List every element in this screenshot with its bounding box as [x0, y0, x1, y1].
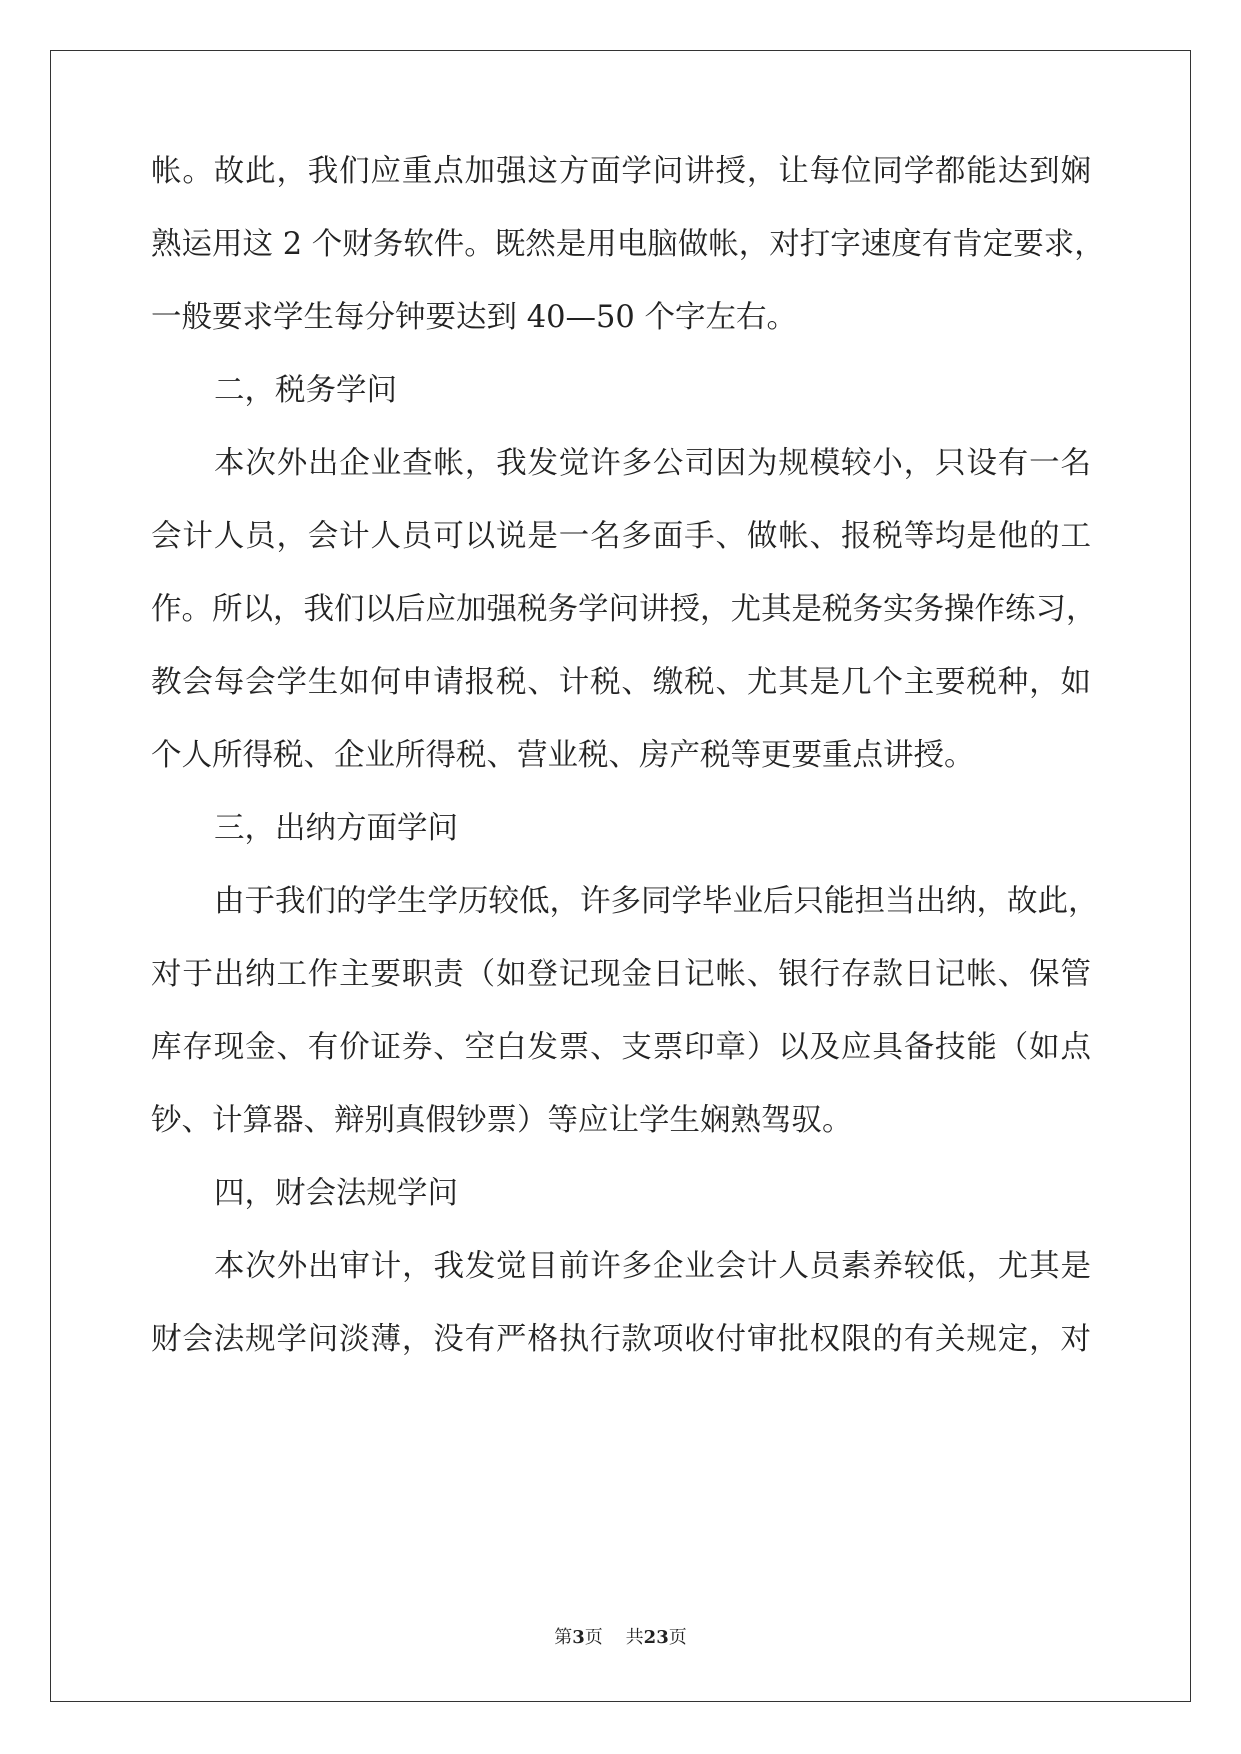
text-line: 财会法规学问淡薄，没有严格执行款项收付审批权限的有关规定，对 [151, 1322, 1091, 1357]
section-heading-cashier: 三，出纳方面学问 [214, 811, 458, 846]
text-line: 一般要求学生每分钟要达到 40—50 个字左右。 [151, 300, 798, 335]
text-line: 库存现金、有价证券、空白发票、支票印章）以及应具备技能（如点 [151, 1030, 1091, 1065]
text-line: 对于出纳工作主要职责（如登记现金日记帐、银行存款日记帐、保管 [151, 957, 1091, 992]
text-line: 由于我们的学生学历较低，许多同学毕业后只能担当出纳，故此， [214, 884, 1099, 919]
text-line: 会计人员，会计人员可以说是一名多面手、做帐、报税等均是他的工 [151, 519, 1091, 554]
text-line: 本次外出审计，我发觉目前许多企业会计人员素养较低，尤其是 [214, 1249, 1091, 1284]
text-line: 钞、计算器、辩别真假钞票）等应让学生娴熟驾驭。 [151, 1103, 853, 1138]
text-line: 帐。故此，我们应重点加强这方面学问讲授，让每位同学都能达到娴 [151, 154, 1091, 189]
page-number: 3 [572, 1627, 585, 1648]
page-prefix: 第 [554, 1627, 573, 1648]
text-line: 本次外出企业查帐，我发觉许多公司因为规模较小，只设有一名 [214, 446, 1091, 481]
total-suffix: 页 [668, 1627, 687, 1648]
section-heading-regulations: 四，财会法规学问 [214, 1176, 458, 1211]
text-line: 熟运用这 2 个财务软件。既然是用电脑做帐，对打字速度有肯定要求， [151, 227, 1105, 262]
page-suffix: 页 [584, 1627, 603, 1648]
section-heading-tax: 二，税务学问 [214, 373, 397, 408]
total-prefix: 共 [625, 1627, 644, 1648]
total-pages: 23 [643, 1627, 669, 1648]
page-footer [0, 1626, 1241, 1650]
text-line: 个人所得税、企业所得税、营业税、房产税等更要重点讲授。 [151, 738, 975, 773]
text-line: 作。所以，我们以后应加强税务学问讲授，尤其是税务实务操作练习， [151, 592, 1097, 627]
text-line: 教会每会学生如何申请报税、计税、缴税、尤其是几个主要税种，如 [151, 665, 1091, 700]
